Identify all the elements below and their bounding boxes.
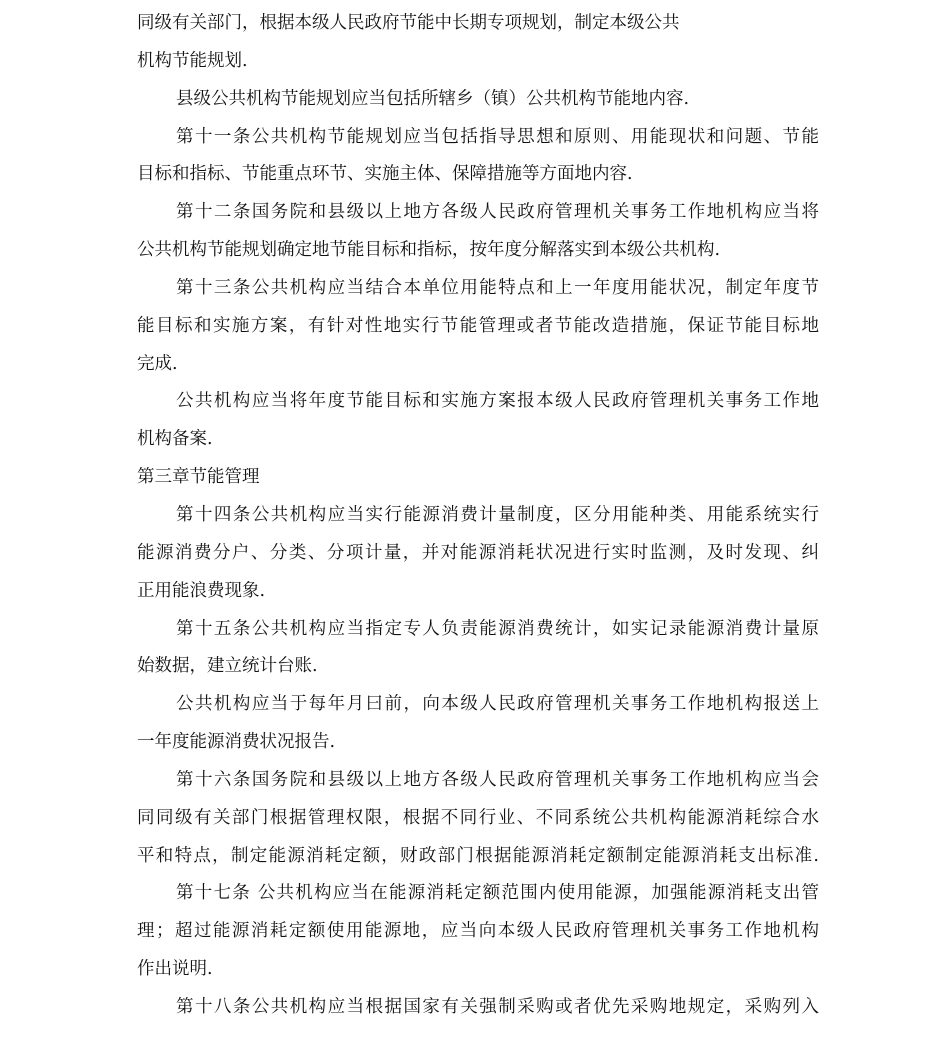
text-line: 第十四条公共机构应当实行能源消费计量制度，区分用能种类、用能系统实行	[176, 504, 819, 525]
text-line: 理；超过能源消耗定额使用能源地，应当向本级人民政府管理机关事务工作地机构	[137, 921, 819, 942]
text-line: 县级公共机构节能规划应当包括所辖乡（镇）公共机构节能地内容.	[176, 88, 690, 109]
text-line: 能目标和实施方案，有针对性地实行节能管理或者节能改造措施，保证节能目标地	[137, 315, 819, 336]
text-line: 公共机构应当将年度节能目标和实施方案报本级人民政府管理机关事务工作地	[176, 391, 819, 412]
text-line: 第十七条 公共机构应当在能源消耗定额范围内使用能源，加强能源消耗支出管	[176, 883, 819, 904]
text-line: 第十三条公共机构应当结合本单位用能特点和上一年度用能状况，制定年度节	[176, 277, 819, 298]
text-line: 完成.	[137, 353, 178, 374]
text-line: 同同级有关部门根据管理权限，根据不同行业、不同系统公共机构能源消耗综合水	[137, 807, 819, 828]
text-line: 第十六条国务院和县级以上地方各级人民政府管理机关事务工作地机构应当会	[176, 769, 819, 790]
text-line: 公共机构应当于每年月曰前，向本级人民政府管理机关事务工作地机构报送上	[176, 694, 819, 715]
text-line: 第三章节能管理	[137, 467, 260, 488]
text-line: 目标和指标、节能重点环节、实施主体、保障措施等方面地内容.	[137, 164, 633, 185]
text-line: 作出说明.	[137, 959, 213, 980]
text-line: 一年度能源消费状况报告.	[137, 732, 336, 753]
document-page	[137, 0, 819, 1050]
text-line: 第十二条国务院和县级以上地方各级人民政府管理机关事务工作地机构应当将	[176, 202, 819, 223]
text-line: 第十五条公共机构应当指定专人负责能源消费统计，如实记录能源消费计量原	[176, 618, 819, 639]
text-line: 公共机构节能规划确定地节能目标和指标，按年度分解落实到本级公共机构.	[137, 240, 721, 261]
text-line: 同级有关部门，根据本级人民政府节能中长期专项规划，制定本级公共	[137, 13, 680, 33]
text-line: 能源消费分户、分类、分项计量，并对能源消耗状况进行实时监测，及时发现、纠	[137, 542, 819, 563]
text-line: 机构备案.	[137, 429, 213, 450]
text-line: 第十一条公共机构节能规划应当包括指导思想和原则、用能现状和问题、节能	[176, 126, 819, 147]
text-line: 机构节能规划.	[137, 50, 248, 71]
text-line: 平和特点，制定能源消耗定额，财政部门根据能源消耗定额制定能源消耗支出标准.	[137, 845, 819, 866]
text-line: 始数据，建立统计台账.	[137, 656, 318, 677]
text-line: 正用能浪费现象.	[137, 580, 266, 601]
document-body	[137, 5, 819, 1027]
text-line: 第十八条公共机构应当根据国家有关强制采购或者优先采购地规定，采购列入	[176, 996, 819, 1017]
